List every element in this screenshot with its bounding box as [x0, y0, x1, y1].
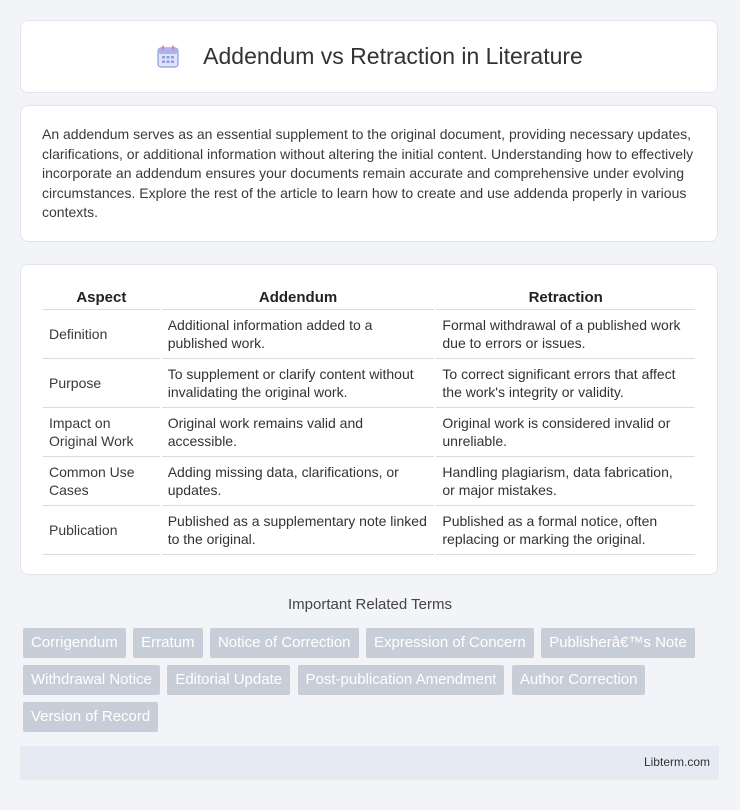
table-header-row: [43, 285, 695, 310]
comparison-card: [20, 264, 718, 575]
intro-paragraph: An addendum serves as an essential supplement to the original document, providing necessary updates, clarifications, or additional information without altering the initial content. Understanding how to effectively incorporate an addendum ensures your documents remain accurate and comprehensive under evolving circumstances. Explore the rest of the article to learn how to create and use addenda properly in various contexts.: [42, 126, 694, 221]
tag-post-publication-amendment[interactable]: Post-publication Amendment: [298, 665, 505, 695]
footer-site-link[interactable]: Libterm.com: [643, 755, 710, 769]
footer: [20, 746, 719, 780]
page-title: Addendum vs Retraction in Literature: [203, 43, 583, 69]
row-addendum: Published as a supplementary note linked to the original.: [162, 506, 435, 555]
intro-card: [20, 105, 718, 242]
title-card: [20, 20, 718, 93]
table-row: [43, 457, 695, 506]
header-aspect: Aspect: [43, 285, 160, 310]
row-aspect: Definition: [43, 310, 160, 359]
row-aspect: Purpose: [43, 359, 160, 408]
related-terms-list: [23, 628, 723, 739]
row-aspect: Impact on Original Work: [43, 408, 160, 457]
row-addendum: Additional information added to a published work.: [162, 310, 435, 359]
tag-version-of-record[interactable]: Version of Record: [23, 702, 158, 732]
related-terms-title: Important Related Terms: [288, 596, 452, 613]
row-retraction: Handling plagiarism, data fabrication, or major mistakes.: [436, 457, 695, 506]
row-retraction: Published as a formal notice, often replacing or marking the original.: [436, 506, 695, 555]
header-addendum: Addendum: [162, 285, 435, 310]
row-aspect: Publication: [43, 506, 160, 555]
table-row: [43, 506, 695, 555]
row-addendum: Adding missing data, clarifications, or updates.: [162, 457, 435, 506]
tag-publishers-note[interactable]: Publisherâ€™s Note: [541, 628, 695, 658]
header-retraction: Retraction: [436, 285, 695, 310]
comparison-table: [41, 285, 697, 555]
tag-withdrawal-notice[interactable]: Withdrawal Notice: [23, 665, 160, 695]
row-retraction: Formal withdrawal of a published work due to errors or issues.: [436, 310, 695, 359]
tag-erratum[interactable]: Erratum: [133, 628, 202, 658]
table-row: [43, 310, 695, 359]
row-addendum: Original work remains valid and accessible.: [162, 408, 435, 457]
row-addendum: To supplement or clarify content without invalidating the original work.: [162, 359, 435, 408]
tag-author-correction[interactable]: Author Correction: [512, 665, 646, 695]
calendar-icon: [155, 44, 181, 70]
tag-corrigendum[interactable]: Corrigendum: [23, 628, 126, 658]
row-retraction: To correct significant errors that affect the work's integrity or validity.: [436, 359, 695, 408]
table-row: [43, 359, 695, 408]
tag-editorial-update[interactable]: Editorial Update: [167, 665, 290, 695]
row-aspect: Common Use Cases: [43, 457, 160, 506]
row-retraction: Original work is considered invalid or unreliable.: [436, 408, 695, 457]
tag-notice-of-correction[interactable]: Notice of Correction: [210, 628, 359, 658]
tag-expression-of-concern[interactable]: Expression of Concern: [366, 628, 534, 658]
table-row: [43, 408, 695, 457]
